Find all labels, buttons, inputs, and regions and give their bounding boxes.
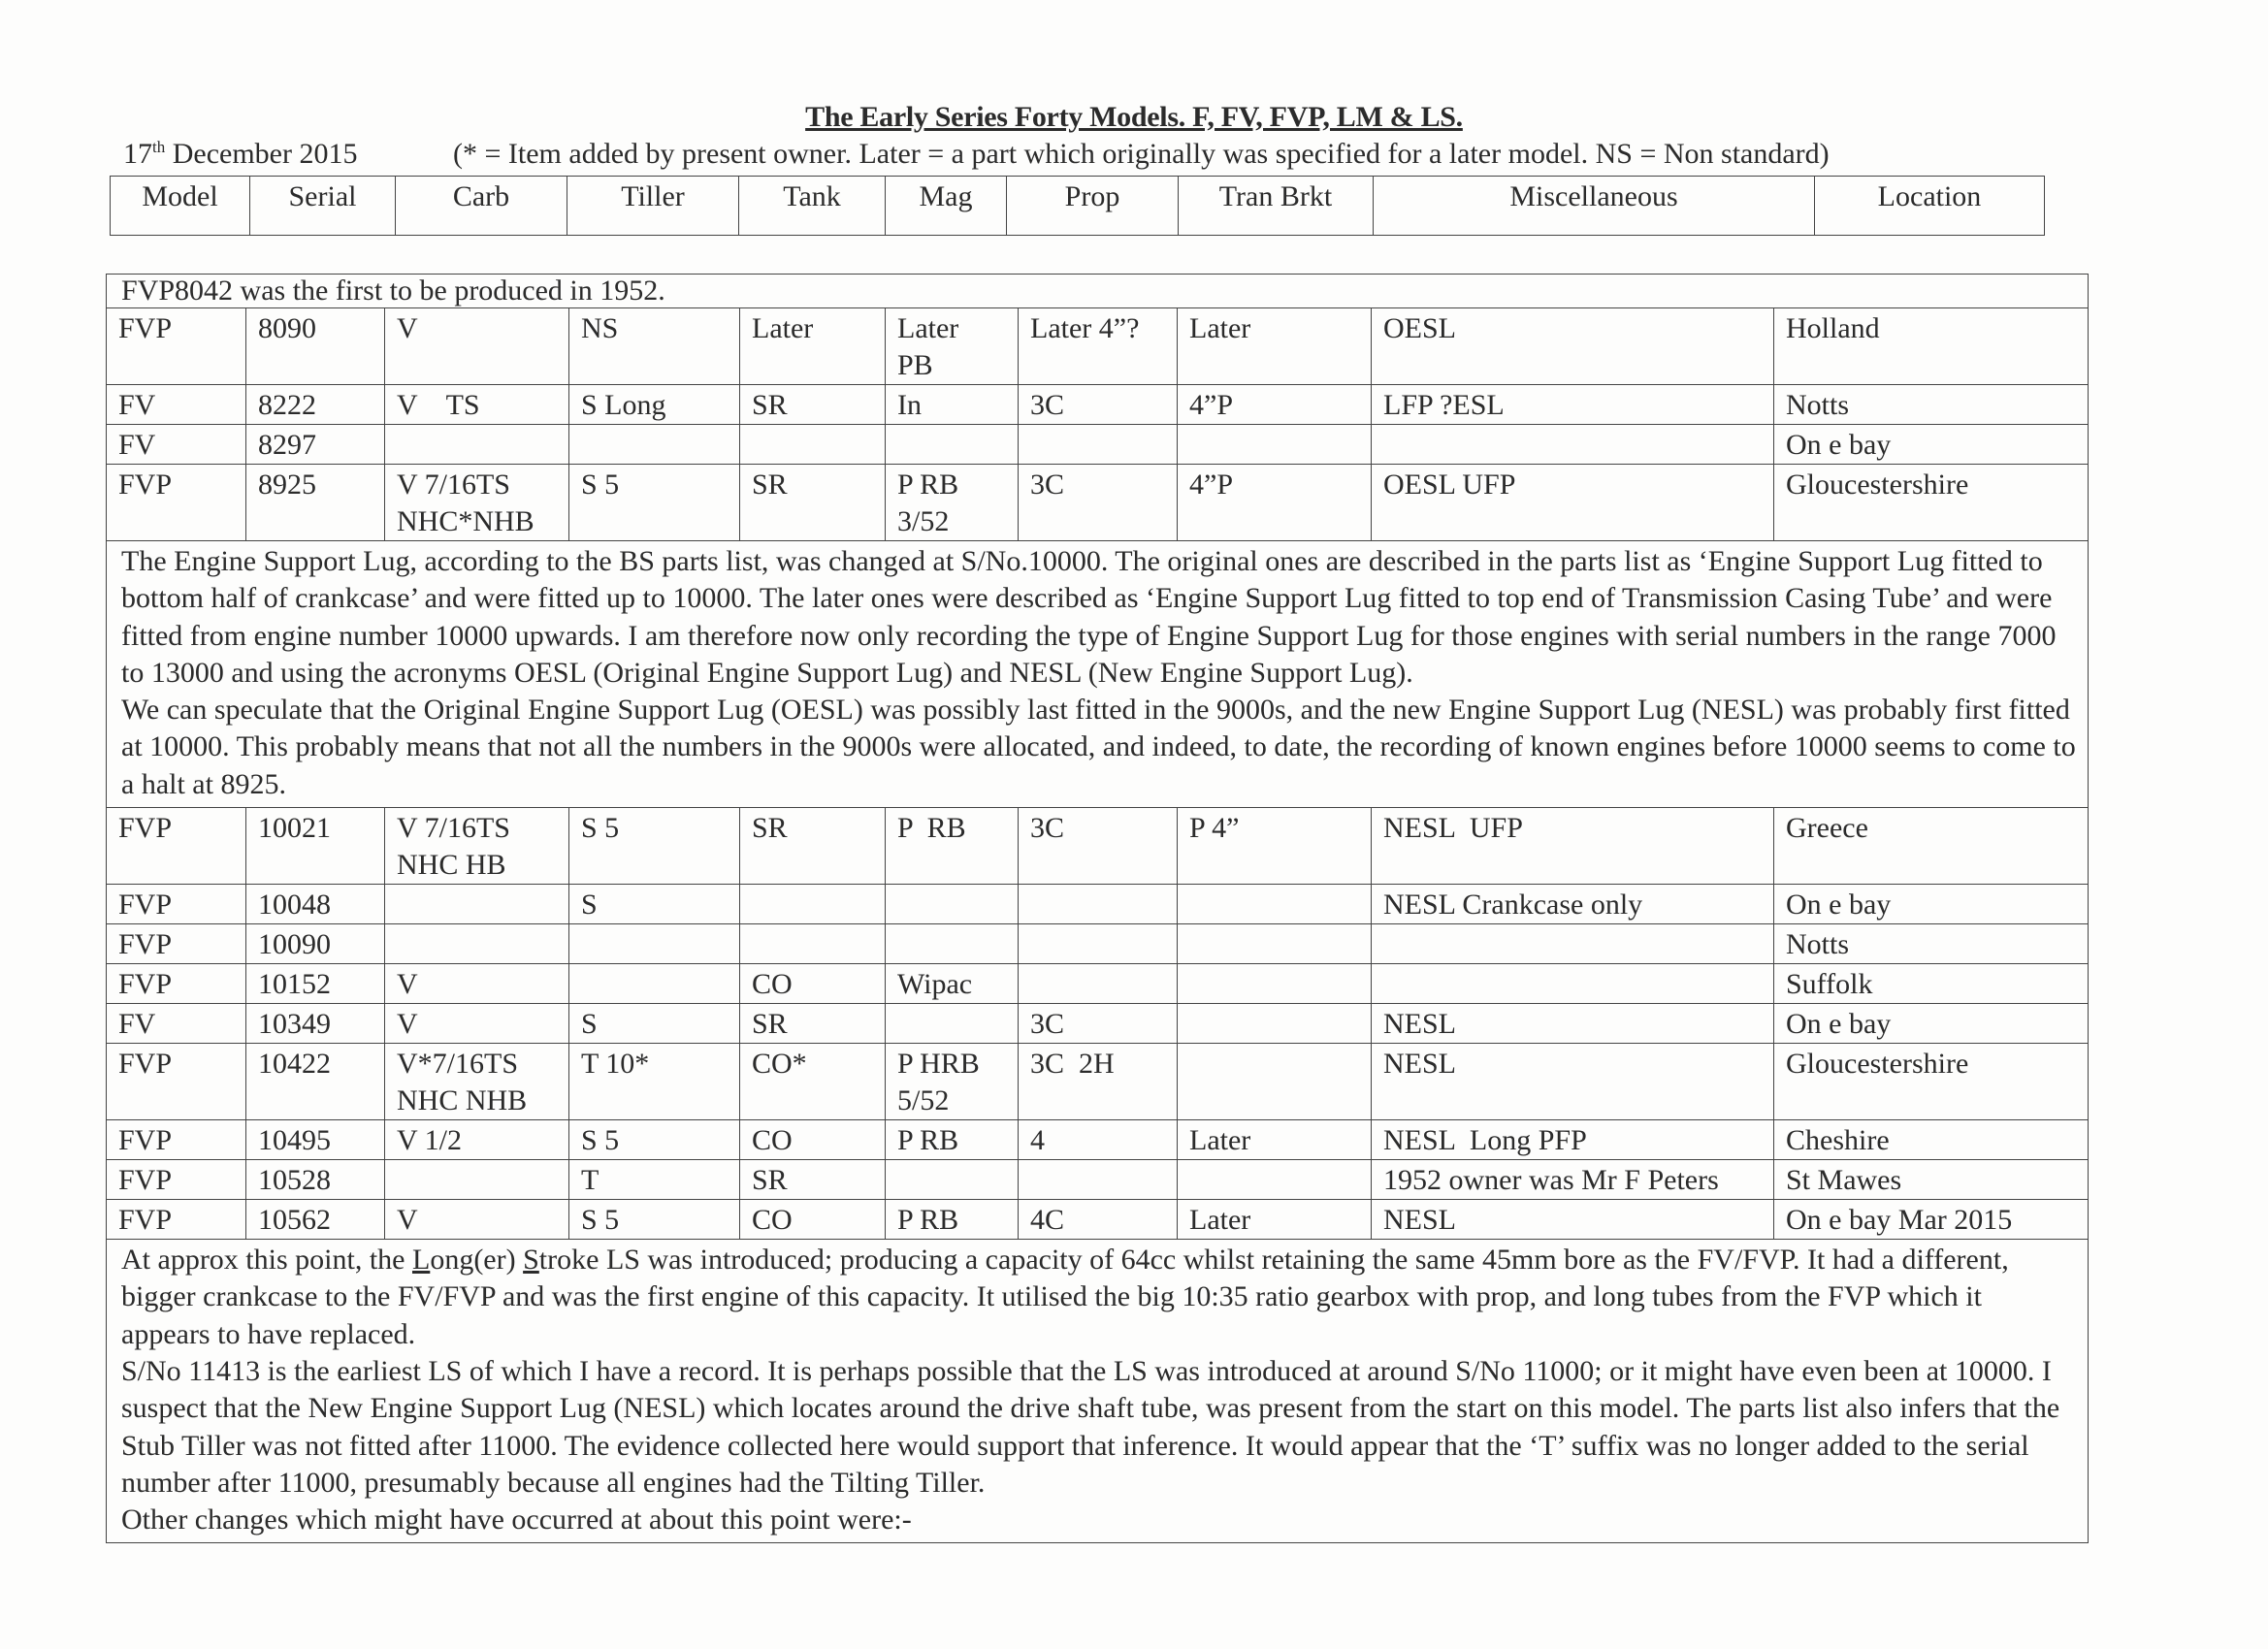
table-row <box>107 1120 2089 1160</box>
cell-tank: CO <box>740 964 886 1004</box>
cell-tiller <box>569 425 740 465</box>
cell-location: On e bay Mar 2015 <box>1774 1200 2089 1240</box>
cell-misc: NESL Long PFP <box>1372 1120 1774 1160</box>
cell-tiller <box>569 964 740 1004</box>
col-miscellaneous: Miscellaneous <box>1374 177 1815 236</box>
cell-line: 3/52 <box>897 505 950 537</box>
cell-line: V <box>397 968 418 1001</box>
cell-line: V 7/16TS <box>397 469 510 501</box>
text: ong(er) <box>430 1244 524 1277</box>
cell-model: FVP <box>107 885 246 924</box>
cell-mag <box>886 1160 1019 1200</box>
cell-location: Suffolk <box>1774 964 2089 1004</box>
cell-serial: 10528 <box>246 1160 385 1200</box>
cell-carb <box>385 924 569 964</box>
cell-tran: Later <box>1178 1200 1372 1240</box>
ls-note <box>107 1240 2089 1543</box>
cell-tran <box>1178 1004 1372 1044</box>
cell-tiller <box>569 924 740 964</box>
cell-mag <box>886 1004 1019 1044</box>
col-prop: Prop <box>1007 177 1179 236</box>
cell-prop <box>1019 1160 1178 1200</box>
cell-model: FVP <box>107 808 246 885</box>
cell-mag <box>886 885 1019 924</box>
cell-model: FVP <box>107 465 246 541</box>
date-day: 17 <box>123 138 152 170</box>
cell-misc: NESL UFP <box>1372 808 1774 885</box>
cell-location: On e bay <box>1774 885 2089 924</box>
cell-serial: 10349 <box>246 1004 385 1044</box>
table-row <box>107 465 2089 541</box>
cell-tank: SR <box>740 1004 886 1044</box>
date-suffix: th <box>152 138 166 156</box>
header-table <box>110 176 2045 236</box>
legend-note: (* = Item added by present owner. Later = a part which originally was specified for a later model. NS = Non standard) <box>453 138 1830 170</box>
cell-misc <box>1372 425 1774 465</box>
cell-mag <box>886 964 1019 1004</box>
cell-location: On e bay <box>1774 425 2089 465</box>
note-paragraph: Other changes which might have occurred at about this point were:- <box>121 1504 912 1536</box>
cell-tiller: S 5 <box>569 1200 740 1240</box>
cell-tank: CO <box>740 1200 886 1240</box>
date-rest: December 2015 <box>172 138 358 170</box>
cell-tiller: NS <box>569 308 740 385</box>
cell-misc: LFP ?ESL <box>1372 385 1774 425</box>
table-row <box>107 385 2089 425</box>
cell-location: Notts <box>1774 385 2089 425</box>
col-mag: Mag <box>886 177 1007 236</box>
intro-note: FVP8042 was the first to be produced in 1952. <box>107 275 2089 308</box>
cell-model: FV <box>107 385 246 425</box>
cell-prop: 3C <box>1019 465 1178 541</box>
cell-serial: 8090 <box>246 308 385 385</box>
cell-tiller: S Long <box>569 385 740 425</box>
cell-line: V <box>397 312 418 344</box>
col-model: Model <box>111 177 250 236</box>
ls-note-row <box>107 1240 2089 1543</box>
cell-tiller: S 5 <box>569 808 740 885</box>
cell-carb <box>385 1200 569 1240</box>
cell-carb <box>385 465 569 541</box>
col-location: Location <box>1815 177 2045 236</box>
col-carb: Carb <box>396 177 567 236</box>
note-paragraph: The Engine Support Lug, according to the BS parts list, was changed at S/No.10000. The original ones are described in the parts list as ‘Engine Support Lug fitted to bottom half of crankcase’ and were fitted up to 10000. The later ones were described as ‘Engine Support Lug fitted to top end of Transmission Casing Tube’ and were fitted from engine number 10000 upwards. I am therefore now only recording the type of Engine Support Lug for those engines with serial numbers in the range 7000 to 13000 and using the acronyms OESL (Original Engine Support Lug) and NESL (New Engine Support Lug). <box>121 545 2057 689</box>
cell-line: V <box>397 1204 418 1237</box>
document-date <box>123 138 358 171</box>
cell-serial: 10422 <box>246 1044 385 1120</box>
cell-serial: 10152 <box>246 964 385 1004</box>
cell-line: Wipac <box>897 968 973 1001</box>
cell-mag <box>886 465 1019 541</box>
cell-location: Cheshire <box>1774 1120 2089 1160</box>
note-paragraph <box>121 1242 2076 1353</box>
table-row <box>107 308 2089 385</box>
cell-tiller: T 10* <box>569 1044 740 1120</box>
table-row <box>107 1044 2089 1120</box>
cell-location: St Mawes <box>1774 1160 2089 1200</box>
cell-tran: Later <box>1178 308 1372 385</box>
cell-model: FV <box>107 1004 246 1044</box>
cell-line: PB <box>897 349 933 381</box>
cell-mag <box>886 924 1019 964</box>
cell-prop: 4 <box>1019 1120 1178 1160</box>
cell-misc: OESL <box>1372 308 1774 385</box>
cell-tank <box>740 924 886 964</box>
cell-carb <box>385 308 569 385</box>
cell-tiller: S <box>569 1004 740 1044</box>
esl-note-row <box>107 541 2089 808</box>
text: At approx this point, the <box>121 1244 412 1277</box>
cell-tran <box>1178 425 1372 465</box>
cell-tran: 4”P <box>1178 465 1372 541</box>
cell-model: FVP <box>107 1200 246 1240</box>
col-tran-brkt: Tran Brkt <box>1179 177 1374 236</box>
cell-tran <box>1178 885 1372 924</box>
cell-carb <box>385 808 569 885</box>
cell-serial: 8297 <box>246 425 385 465</box>
cell-carb <box>385 964 569 1004</box>
cell-location: On e bay <box>1774 1004 2089 1044</box>
col-serial: Serial <box>250 177 396 236</box>
cell-carb <box>385 425 569 465</box>
col-tank: Tank <box>739 177 886 236</box>
cell-tank <box>740 425 886 465</box>
cell-tran <box>1178 964 1372 1004</box>
cell-mag <box>886 1120 1019 1160</box>
text: troke LS was introduced; producing a capacity of 64cc whilst retaining the same 45mm bore as the FV/FVP. It had a different, bigger crankcase to the FV/FVP and was the first engine of this capacity. It utilised the big 10:35 ratio gearbox with prop, and long tubes from the FVP which it appears to have replaced. <box>121 1244 2009 1350</box>
cell-serial: 10090 <box>246 924 385 964</box>
cell-line: V 7/16TS <box>397 812 510 845</box>
underlined-letter: S <box>523 1244 539 1277</box>
col-tiller: Tiller <box>567 177 739 236</box>
cell-line: NHC HB <box>397 849 506 882</box>
cell-misc: NESL <box>1372 1044 1774 1120</box>
cell-carb <box>385 1004 569 1044</box>
cell-prop <box>1019 964 1178 1004</box>
cell-line: Later <box>897 312 959 344</box>
cell-prop: 3C 2H <box>1019 1044 1178 1120</box>
cell-location: Holland <box>1774 308 2089 385</box>
cell-tran: Later <box>1178 1120 1372 1160</box>
cell-tran <box>1178 924 1372 964</box>
cell-tank: SR <box>740 385 886 425</box>
records-table <box>106 274 2089 1543</box>
cell-tran: P 4” <box>1178 808 1372 885</box>
cell-tank: SR <box>740 808 886 885</box>
cell-serial: 8925 <box>246 465 385 541</box>
cell-line: P RB <box>897 469 959 501</box>
underlined-letter: L <box>411 1244 431 1277</box>
cell-model: FVP <box>107 964 246 1004</box>
cell-line: V 1/2 <box>397 1124 462 1157</box>
cell-mag <box>886 385 1019 425</box>
cell-line: In <box>897 389 922 421</box>
cell-tank: CO* <box>740 1044 886 1120</box>
cell-location: Greece <box>1774 808 2089 885</box>
cell-prop: 4C <box>1019 1200 1178 1240</box>
cell-prop <box>1019 885 1178 924</box>
table-row <box>107 924 2089 964</box>
cell-line: P RB <box>897 812 966 845</box>
table-row <box>107 885 2089 924</box>
cell-tiller: S 5 <box>569 1120 740 1160</box>
cell-carb <box>385 1120 569 1160</box>
cell-mag <box>886 1200 1019 1240</box>
table-row <box>107 425 2089 465</box>
cell-prop <box>1019 924 1178 964</box>
cell-misc: OESL UFP <box>1372 465 1774 541</box>
cell-prop: Later 4”? <box>1019 308 1178 385</box>
cell-misc: 1952 owner was Mr F Peters <box>1372 1160 1774 1200</box>
cell-tiller: S 5 <box>569 465 740 541</box>
cell-carb <box>385 885 569 924</box>
cell-line: 5/52 <box>897 1084 950 1117</box>
cell-tank: Later <box>740 308 886 385</box>
cell-location: Gloucestershire <box>1774 1044 2089 1120</box>
table-row <box>107 964 2089 1004</box>
cell-serial: 10021 <box>246 808 385 885</box>
cell-line: NHC*NHB <box>397 505 535 537</box>
cell-prop: 3C <box>1019 1004 1178 1044</box>
cell-location: Gloucestershire <box>1774 465 2089 541</box>
cell-tank: SR <box>740 1160 886 1200</box>
cell-carb <box>385 1160 569 1200</box>
cell-misc <box>1372 924 1774 964</box>
cell-mag <box>886 1044 1019 1120</box>
cell-serial: 10048 <box>246 885 385 924</box>
cell-mag <box>886 808 1019 885</box>
cell-line: P RB <box>897 1204 959 1237</box>
cell-carb <box>385 385 569 425</box>
intro-note-row <box>107 275 2089 308</box>
cell-line: NHC NHB <box>397 1084 528 1117</box>
cell-tran <box>1178 1160 1372 1200</box>
cell-tran <box>1178 1044 1372 1120</box>
cell-model: FV <box>107 425 246 465</box>
cell-misc <box>1372 964 1774 1004</box>
table-row <box>107 1004 2089 1044</box>
cell-tiller: T <box>569 1160 740 1200</box>
cell-tank: SR <box>740 465 886 541</box>
cell-prop <box>1019 425 1178 465</box>
note-paragraph: We can speculate that the Original Engine Support Lug (OESL) was possibly last fitted in the 9000s, and the new Engine Support Lug (NESL) was probably first fitted at 10000. This probably means that not all the numbers in the 9000s were allocated, and indeed, to date, the recording of known engines before 10000 seems to come to a halt at 8925. <box>121 694 2076 800</box>
cell-misc: NESL Crankcase only <box>1372 885 1774 924</box>
table-row <box>107 1160 2089 1200</box>
cell-line: P RB <box>897 1124 959 1157</box>
document-title: The Early Series Forty Models. F, FV, FVP, LM & LS. <box>805 101 1463 133</box>
cell-model: FVP <box>107 1120 246 1160</box>
cell-misc: NESL <box>1372 1200 1774 1240</box>
cell-carb <box>385 1044 569 1120</box>
cell-model: FVP <box>107 924 246 964</box>
cell-model: FVP <box>107 308 246 385</box>
cell-tank: CO <box>740 1120 886 1160</box>
cell-prop: 3C <box>1019 808 1178 885</box>
cell-line: P HRB <box>897 1048 980 1081</box>
cell-model: FVP <box>107 1160 246 1200</box>
cell-prop: 3C <box>1019 385 1178 425</box>
cell-line: V*7/16TS <box>397 1048 519 1081</box>
cell-tiller: S <box>569 885 740 924</box>
cell-tran: 4”P <box>1178 385 1372 425</box>
cell-serial: 8222 <box>246 385 385 425</box>
cell-tank <box>740 885 886 924</box>
cell-serial: 10562 <box>246 1200 385 1240</box>
cell-misc: NESL <box>1372 1004 1774 1044</box>
table-row <box>107 808 2089 885</box>
table-row <box>107 1200 2089 1240</box>
cell-location: Notts <box>1774 924 2089 964</box>
cell-line: V TS <box>397 389 480 421</box>
cell-line: V <box>397 1008 418 1041</box>
cell-mag <box>886 308 1019 385</box>
cell-model: FVP <box>107 1044 246 1120</box>
note-paragraph: S/No 11413 is the earliest LS of which I have a record. It is perhaps possible that the LS was introduced at around S/No 11000; or it might have even been at 10000. I suspect that the New Engine Support Lug (NESL) which locates around the drive shaft tube, was present from the start on this model. The parts list also infers that the Stub Tiller was not fitted after 11000. The evidence collected here would support that inference. It would appear that the ‘T’ suffix was no longer added to the serial number after 11000, presumably because all engines had the Tilting Tiller. <box>121 1354 2060 1499</box>
header-row <box>111 177 2045 236</box>
esl-note <box>107 541 2089 808</box>
cell-serial: 10495 <box>246 1120 385 1160</box>
cell-mag <box>886 425 1019 465</box>
